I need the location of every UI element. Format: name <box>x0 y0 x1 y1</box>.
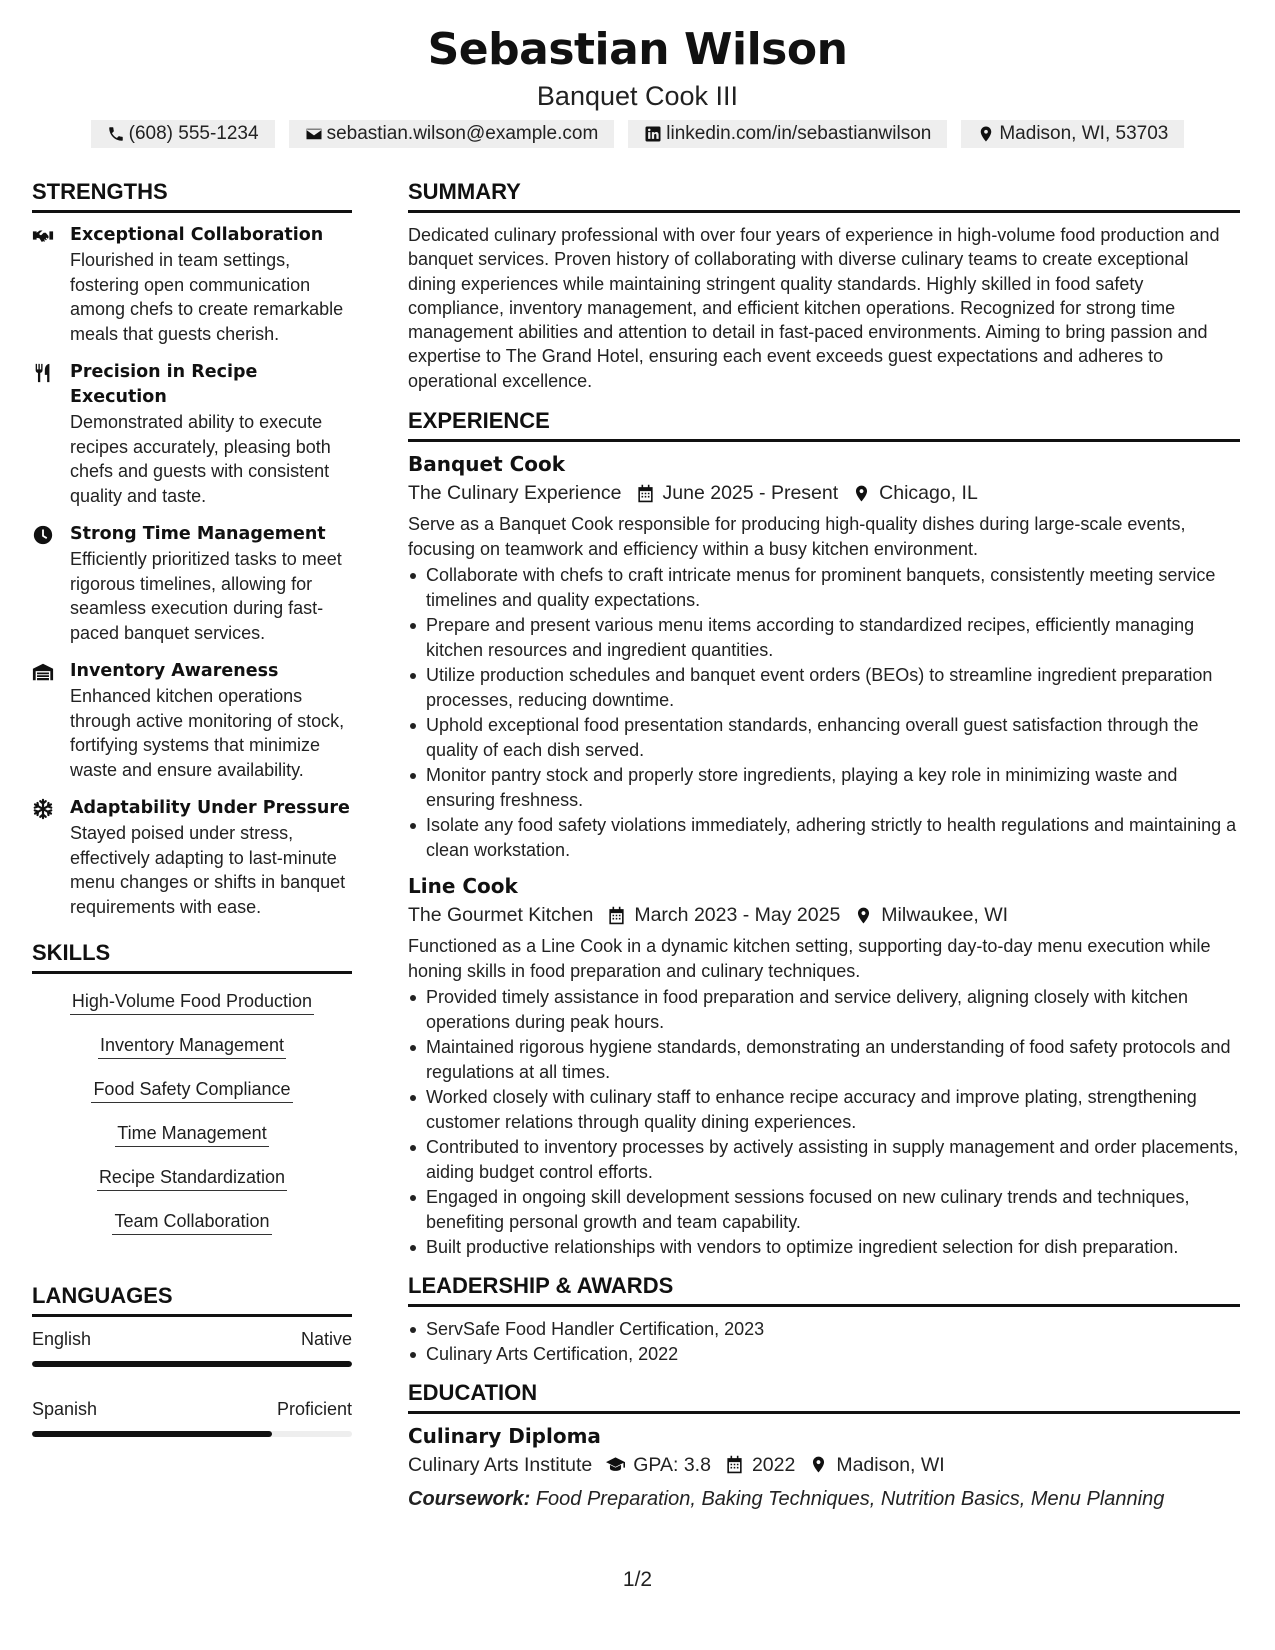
language-item <box>32 1327 352 1367</box>
strength-title: Precision in Recipe Execution <box>70 362 258 407</box>
job-bullet: Isolate any food safety violations immediately, adhering strictly to health regulations and maintaining a clean workstation. <box>408 813 1240 862</box>
strength-desc: Demonstrated ability to execute recipes accurately, pleasing both chefs and guests with consistent quality and taste. <box>70 412 331 506</box>
strength-item <box>32 659 352 782</box>
job-description: Serve as a Banquet Cook responsible for producing high-quality dishes during large-scale events, focusing on teamwork and efficiency within a busy kitchen environment. <box>408 514 1186 559</box>
job-bullets <box>408 985 1240 1260</box>
language-proficiency-fill <box>32 1361 352 1367</box>
strength-item <box>32 223 352 346</box>
job-bullets <box>408 563 1240 862</box>
job-dates: June 2025 - Present <box>662 482 839 505</box>
job-company: The Culinary Experience <box>408 482 622 505</box>
job-meta <box>408 478 1240 508</box>
location-pin-icon <box>809 1455 828 1474</box>
language-name: Spanish <box>32 1399 98 1419</box>
job-bullet: Collaborate with chefs to craft intricate menus for prominent banquets, consistently meeting service timelines and quality expectations. <box>408 563 1240 612</box>
language-level: Native <box>300 1329 352 1349</box>
job-location: Milwaukee, WI <box>881 904 1009 927</box>
strength-title: Adaptability Under Pressure <box>70 798 350 818</box>
education-gpa: GPA: 3.8 <box>633 1453 711 1476</box>
contact-linkedin[interactable] <box>628 120 947 148</box>
coursework-text: Food Preparation, Baking Techniques, Nutrition Basics, Menu Planning <box>535 1487 1165 1510</box>
job-meta <box>408 900 1240 930</box>
strength-title: Exceptional Collaboration <box>70 225 324 245</box>
job-company: The Gourmet Kitchen <box>408 904 594 927</box>
experience-heading: EXPERIENCE <box>408 407 1240 442</box>
job-entry <box>408 450 1240 862</box>
language-name: English <box>32 1329 92 1349</box>
job-entry <box>408 872 1240 1260</box>
awards-list <box>408 1317 1240 1367</box>
job-description: Functioned as a Line Cook in a dynamic kitchen setting, supporting day-to-day menu execution while honing skills in food preparation and culinary techniques. <box>408 936 1211 981</box>
award-item: ServSafe Food Handler Certification, 2023 <box>408 1317 1240 1342</box>
clock-icon <box>32 524 54 546</box>
summary-text: Dedicated culinary professional with over four years of experience in high-volume food production and banquet services. Proven history of collaborating with diverse culinary teams to create exceptional dining experiences while maintaining stringent quality standards. Highly skilled in food safety compliance, inventory management, and efficient kitchen operations. Recognized for strong time management abilities and attention to detail in fast-paced environments. Aiming to bring passion and expertise to The Grand Hotel, ensuring each event exceeds guest expectations and adheres to operational excellence. <box>408 225 1220 391</box>
strength-item <box>32 796 352 919</box>
candidate-name: Sebastian Wilson <box>427 24 848 75</box>
skill-tag: Food Safety Compliance <box>91 1076 292 1103</box>
skill-tag: Inventory Management <box>98 1032 286 1059</box>
education-school: Culinary Arts Institute <box>408 1453 593 1476</box>
left-column <box>32 178 352 1467</box>
contact-phone[interactable] <box>91 120 275 148</box>
envelope-icon <box>305 125 323 143</box>
skill-tag: Team Collaboration <box>112 1208 271 1235</box>
strength-desc: Efficiently prioritized tasks to meet rigorous timelines, allowing for seamless execution during fast-paced banquet services. <box>70 549 342 643</box>
contact-phone-text: (608) 555-1234 <box>128 123 259 144</box>
strength-title: Inventory Awareness <box>70 661 279 681</box>
skill-tag: High-Volume Food Production <box>70 988 314 1015</box>
phone-icon <box>107 125 125 143</box>
strength-item <box>32 522 352 645</box>
skill-tag: Time Management <box>115 1120 268 1147</box>
language-level: Proficient <box>276 1399 352 1419</box>
contact-bar <box>0 120 1275 148</box>
job-bullet: Contributed to inventory processes by actively assisting in supply management and order placements, aiding budget control efforts. <box>408 1135 1240 1184</box>
right-column <box>408 178 1240 1514</box>
location-pin-icon <box>854 906 873 925</box>
job-title: Banquet Cook <box>408 452 566 477</box>
awards-heading: LEADERSHIP & AWARDS <box>408 1272 1240 1307</box>
skills-list <box>32 984 352 1248</box>
languages-heading: LANGUAGES <box>32 1282 352 1317</box>
calendar-icon <box>607 906 626 925</box>
warehouse-icon <box>32 661 54 683</box>
utensils-icon <box>32 362 54 384</box>
strength-desc: Enhanced kitchen operations through active monitoring of stock, fortifying systems that minimize waste and ensure availability. <box>70 686 345 780</box>
education-degree: Culinary Diploma <box>408 1423 601 1448</box>
education-entry <box>408 1422 1240 1514</box>
resume-header <box>0 22 1275 148</box>
job-location: Chicago, IL <box>879 482 978 505</box>
contact-location-text: Madison, WI, 53703 <box>999 123 1169 144</box>
education-meta <box>408 1450 1240 1480</box>
skills-heading: SKILLS <box>32 939 352 974</box>
job-bullet: Uphold exceptional food presentation standards, enhancing overall guest satisfaction through the quality of each dish served. <box>408 713 1240 762</box>
education-year: 2022 <box>751 1453 796 1476</box>
job-bullet: Engaged in ongoing skill development sessions focused on new culinary trends and techniques, benefiting personal growth and team capability. <box>408 1185 1240 1234</box>
job-bullet: Worked closely with culinary staff to enhance recipe accuracy and improve plating, strengthening customer relations through quality dining experiences. <box>408 1085 1240 1134</box>
candidate-role: Banquet Cook III <box>536 81 739 111</box>
strengths-heading: STRENGTHS <box>32 178 352 213</box>
calendar-icon <box>636 484 655 503</box>
education-heading: EDUCATION <box>408 1379 1240 1414</box>
job-dates: March 2023 - May 2025 <box>634 904 841 927</box>
page-number: 1/2 <box>622 1568 653 1591</box>
language-proficiency-fill <box>32 1431 272 1437</box>
job-bullet: Built productive relationships with vendors to optimize ingredient selection for dish preparation. <box>408 1235 1240 1260</box>
summary-heading: SUMMARY <box>408 178 1240 213</box>
handshake-icon <box>32 225 54 247</box>
strength-title: Strong Time Management <box>70 524 326 544</box>
job-bullet: Utilize production schedules and banquet event orders (BEOs) to streamline ingredient preparation processes, reducing downtime. <box>408 663 1240 712</box>
job-bullet: Provided timely assistance in food preparation and service delivery, aligning closely with kitchen operations during peak hours. <box>408 985 1240 1034</box>
contact-location <box>961 120 1184 148</box>
language-proficiency-bar <box>32 1361 352 1367</box>
contact-email[interactable] <box>289 120 615 148</box>
coursework-label: Coursework: <box>408 1487 531 1510</box>
calendar-icon <box>725 1455 744 1474</box>
education-coursework <box>408 1484 1240 1514</box>
award-item: Culinary Arts Certification, 2022 <box>408 1342 1240 1367</box>
job-bullet: Prepare and present various menu items according to standardized recipes, efficiently managing kitchen resources and ingredient quantities. <box>408 613 1240 662</box>
location-pin-icon <box>977 125 995 143</box>
snowflake-icon <box>32 798 54 820</box>
job-title: Line Cook <box>408 874 518 899</box>
linkedin-icon <box>644 125 662 143</box>
job-bullet: Monitor pantry stock and properly store ingredients, playing a key role in minimizing waste and ensuring freshness. <box>408 763 1240 812</box>
education-location: Madison, WI <box>836 1453 945 1476</box>
strength-desc: Flourished in team settings, fostering open communication among chefs to create remarkable meals that guests cherish. <box>70 250 344 344</box>
graduation-cap-icon <box>606 1455 625 1474</box>
contact-email-text: sebastian.wilson@example.com <box>326 123 599 144</box>
strength-desc: Stayed poised under stress, effectively adapting to last-minute menu changes or shifts in banquet requirements with ease. <box>70 823 346 917</box>
language-proficiency-bar <box>32 1431 352 1437</box>
job-bullet: Maintained rigorous hygiene standards, demonstrating an understanding of food safety protocols and regulations at all times. <box>408 1035 1240 1084</box>
skill-tag: Recipe Standardization <box>97 1164 287 1191</box>
language-item <box>32 1397 352 1437</box>
contact-linkedin-text: linkedin.com/in/sebastianwilson <box>666 123 932 144</box>
location-pin-icon <box>852 484 871 503</box>
strength-item <box>32 360 352 508</box>
